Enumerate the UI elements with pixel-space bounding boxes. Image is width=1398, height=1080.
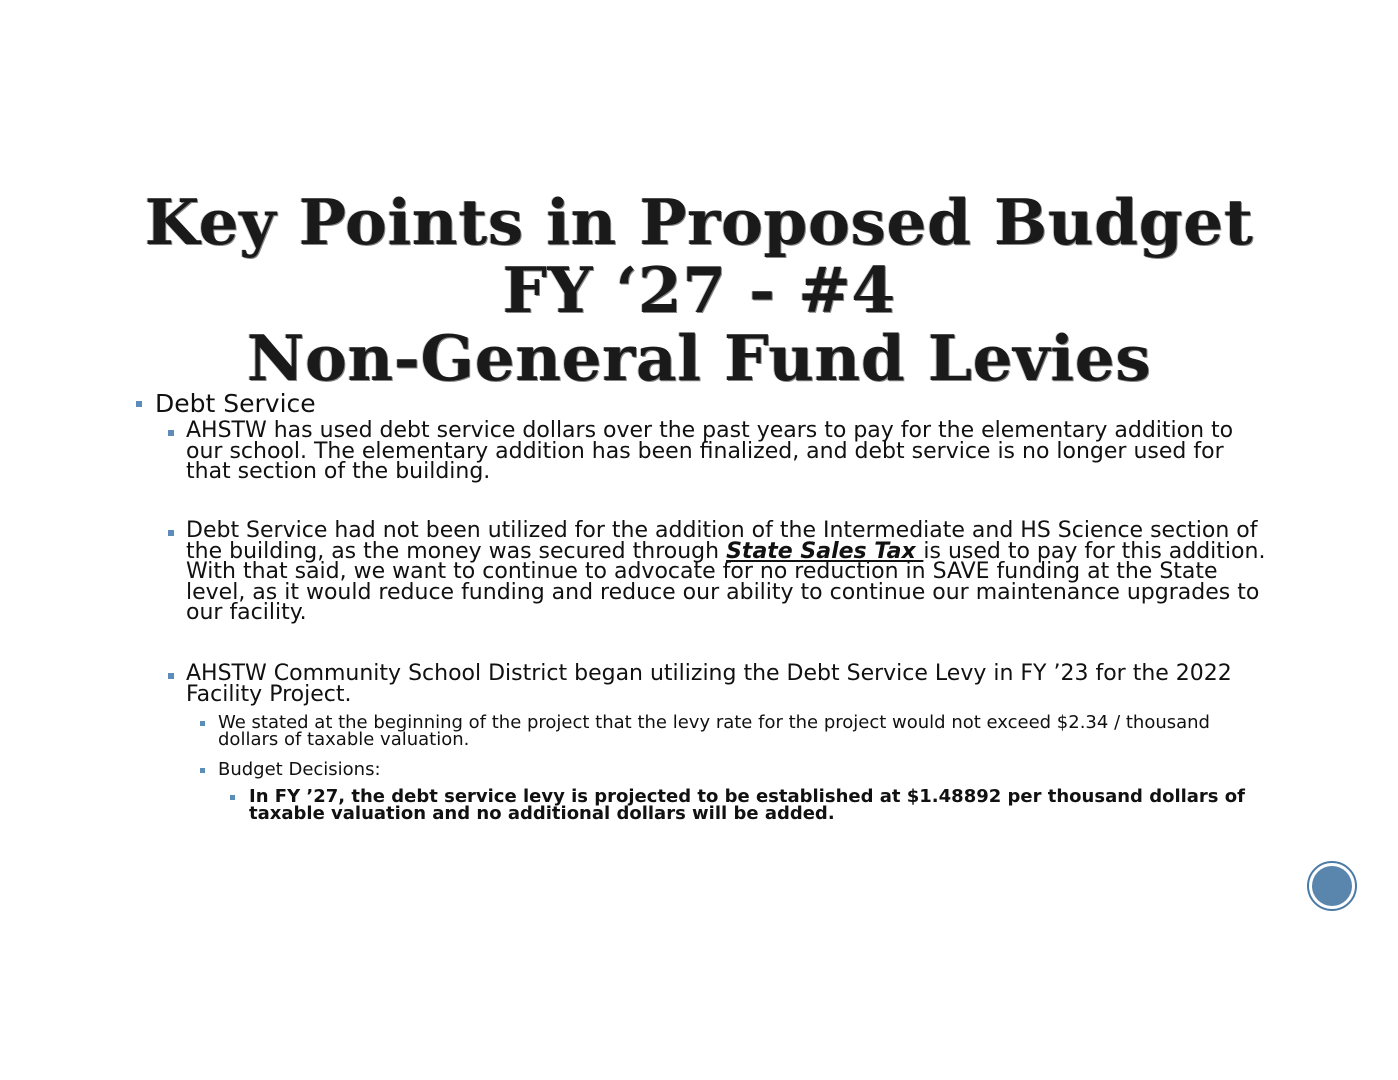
section-heading: Debt Service [155, 389, 316, 418]
bullet-icon [200, 768, 205, 773]
slide-nav-button[interactable] [1307, 861, 1357, 911]
slide-title [120, 185, 1278, 395]
bullet-icon [168, 530, 174, 536]
point-intermediate-addition [186, 518, 1266, 625]
subpoint-budget-decisions: Budget Decisions: [218, 759, 381, 780]
state-sales-tax-emphasis: State Sales Tax [726, 538, 924, 564]
point2-text-start: Debt Service had not been utilized for the addition of the Intermediate and HS Science section of the building, as the money was secured through [186, 518, 1258, 564]
subpoint-levy-rate: We stated at the beginning of the project that the levy rate for the project would not exceed $2.34 / thousand dollars of taxable valuation. [218, 712, 1210, 750]
title-line-3: Non-General Fund Levies [246, 321, 1152, 395]
title-line-2: FY ‘27 - #4 [502, 253, 896, 327]
point2-text-end: is used to pay for this addition. With that said, we want to continue to advocate for no reduction in SAVE funding at the State level, as it would reduce funding and reduce our ability to continue our maintenance upgrades to our facility. [186, 538, 1266, 625]
point-debt-service-levy: AHSTW Community School District began utilizing the Debt Service Levy in FY ’23 for the 2022 Facility Project. [186, 661, 1232, 707]
bullet-icon [168, 673, 174, 679]
bullet-icon [230, 795, 235, 800]
bullet-icon [136, 401, 142, 407]
bullet-icon [168, 430, 174, 436]
title-line-1: Key Points in Proposed Budget [144, 185, 1254, 259]
nav-circle-icon [1312, 866, 1352, 906]
point-elementary-addition: AHSTW has used debt service dollars over the past years to pay for the elementary addition to our school. The elementary addition has been finalized, and debt service is no longer used for that section of the building. [186, 418, 1234, 484]
bullet-icon [200, 721, 205, 726]
subsubpoint-fy27-levy: In FY ’27, the debt service levy is projected to be established at $1.48892 per thousand dollars of taxable valuation and no additional dollars will be added. [249, 786, 1245, 824]
